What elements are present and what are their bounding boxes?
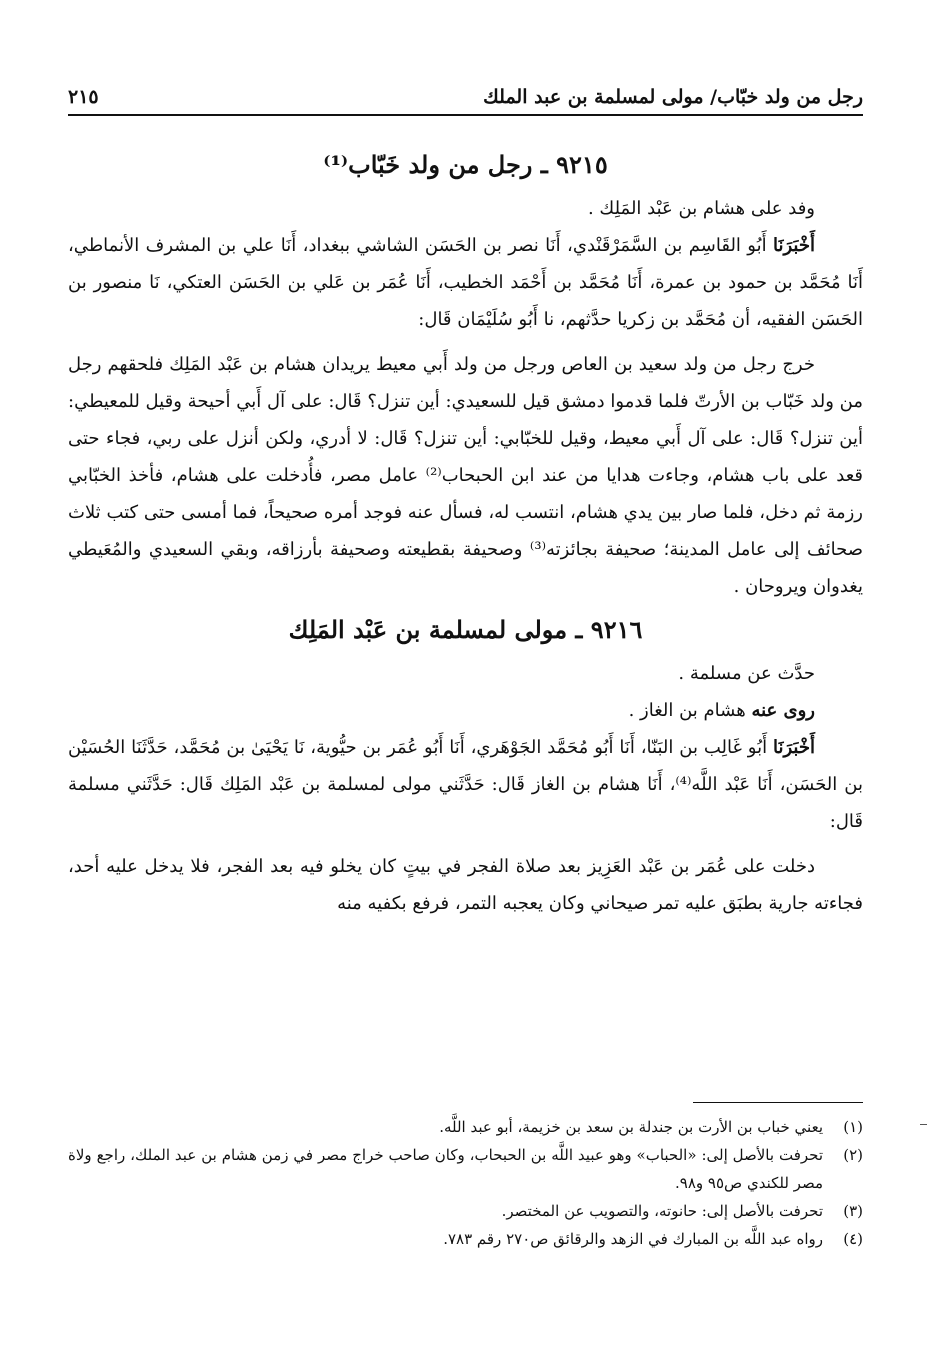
isnad-text: أَبُو القَاسِم بن السَّمَرْقَنْدي، أَنَا نصر بن الحَسَن الشاشي ببغداد، أَنَا علي بن المشرف الأنماطي، أَنَا مُحَمَّد بن حمود بن عمرة، أَنَا مُحَمَّد بن أَحْمَد الخطيب، أَنَا عُمَر بن عَلي بن الحَسَن العتكي، نَا منصور بن الحَسَن الفقيه، أن مُحَمَّد بن زكريا حدَّثهم، نا أَبُو سُلَيْمَان قَال: bbox=[68, 235, 863, 330]
footnote bbox=[68, 1197, 863, 1225]
footnotes bbox=[68, 1102, 863, 1253]
margin-mark bbox=[920, 1124, 927, 1125]
isnad-lead: أَخْبَرَنَا bbox=[773, 235, 815, 256]
footnote-text: تحرفت بالأصل إلى: «الحباب» وهو عبيد اللَّه بن الحبحاب، وكان صاحب خراج مصر في زمن هشام بن عبد الملك، راجع ولاة مصر للكندي ص٩٥ و٩٨. bbox=[68, 1146, 823, 1192]
page-number: ٢١٥ bbox=[68, 86, 99, 108]
footnote bbox=[68, 1141, 863, 1197]
entry-intro: حدَّث عن مسلمة . bbox=[678, 663, 815, 684]
page-header bbox=[68, 80, 863, 116]
isnad-paragraph bbox=[68, 729, 863, 840]
riwaya-text: هشام بن الغاز . bbox=[628, 700, 752, 721]
riwaya-paragraph bbox=[68, 692, 863, 729]
footnote-text: يعني خباب بن الأرت بن جندلة بن سعد بن خزيمة، أبو عبد اللَّه. bbox=[439, 1118, 823, 1136]
entry-heading-9216: ٩٢١٦ ـ مولى لمسلمة بن عَبْد المَلِك bbox=[288, 615, 643, 644]
running-title: رجل من ولد خبّاب/ مولى لمسلمة بن عبد الملك bbox=[483, 86, 863, 108]
footnote-number: (١) bbox=[843, 1118, 863, 1136]
narrative-paragraph: خرج رجل من ولد سعيد بن العاص ورجل من ولد أَبي معيط يريدان هشام بن عَبْد المَلِك فلحقهم رجل من ولد خَبّاب بن الأرتّ فلما قدموا دمشق قيل للسعيدي: أين تنزل؟ قَال: على آل أَبي أحيحة وقيل للمعيطي: أين تنزل؟ قَال: على آل أَبي معيط، وقيل للخبّابي: أين تنزل؟ قَال: لا أدري، ولكن أنزل على ربي، فجاء حتى قعد على باب هشام، وجاءت هدايا من عند ابن الحبحاب⁽²⁾ عامل مصر، فأُدخلت على هشام، فأخذ الخبّابي رزمة ثم دخل، فلما صار بين يدي هشام، انتسب له، فسأل عنه فوجد أمره صحيحاً، فما أمسى حتى كتب ثلاث صحائف إلى عامل المدينة؛ صحيفة بجائزته⁽³⁾ وصحيفة بقطيعته وصحيفة بأرزاقه، وبقي السعيدي والمُعَيطي يغدوان ويروحان . bbox=[68, 354, 863, 597]
page-body bbox=[68, 140, 863, 922]
footnote-text: رواه عبد اللَّه بن المبارك في الزهد والرقائق ص٢٧٠ رقم ٧٨٣. bbox=[443, 1230, 823, 1248]
footnote-divider bbox=[693, 1102, 863, 1103]
footnote bbox=[68, 1113, 863, 1141]
footnote-number: (٢) bbox=[843, 1146, 863, 1164]
footnote bbox=[68, 1225, 863, 1253]
footnote-text: تحرفت بالأصل إلى: حانوته، والتصويب عن المختصر. bbox=[501, 1202, 823, 1220]
isnad-text: أَبُو غَالِب بن البَنّا، أَنَا أَبُو مُحَمَّد الجَوْهَري، أَنَا أَبُو عُمَر بن حيُّوية، نَا يَحْيَىٰ بن مُحَمَّد، حَدَّثَنَا الحُسَيْن بن الحَسَن، أَنَا عَبْد اللَّه⁽⁴⁾، أَنَا هشام بن الغاز قَال: حَدَّثَني مولى لمسلمة بن عَبْد المَلِك قَال: حَدَّثَني مسلمة قَال: bbox=[68, 737, 863, 832]
entry-intro: وفد على هشام بن عَبْد المَلِك . bbox=[587, 198, 815, 219]
isnad-paragraph bbox=[68, 227, 863, 338]
riwaya-lead: روى عنه bbox=[751, 700, 815, 721]
footnote-number: (٤) bbox=[843, 1230, 863, 1248]
entry-heading-9215: ٩٢١٥ ـ رجل من ولد خَبّاب⁽¹⁾ bbox=[323, 150, 608, 179]
isnad-lead: أَخْبَرَنَا bbox=[773, 737, 815, 758]
footnote-number: (٣) bbox=[843, 1202, 863, 1220]
narrative-paragraph: دخلت على عُمَر بن عَبْد العَزِيز بعد صلاة الفجر في بيتٍ كان يخلو فيه بعد الفجر، فلا يدخل عليه أحد، فجاءته جارية بطبَق عليه تمر صيحاني وكان يعجبه التمر، فرفع بكفيه منه bbox=[68, 856, 863, 914]
